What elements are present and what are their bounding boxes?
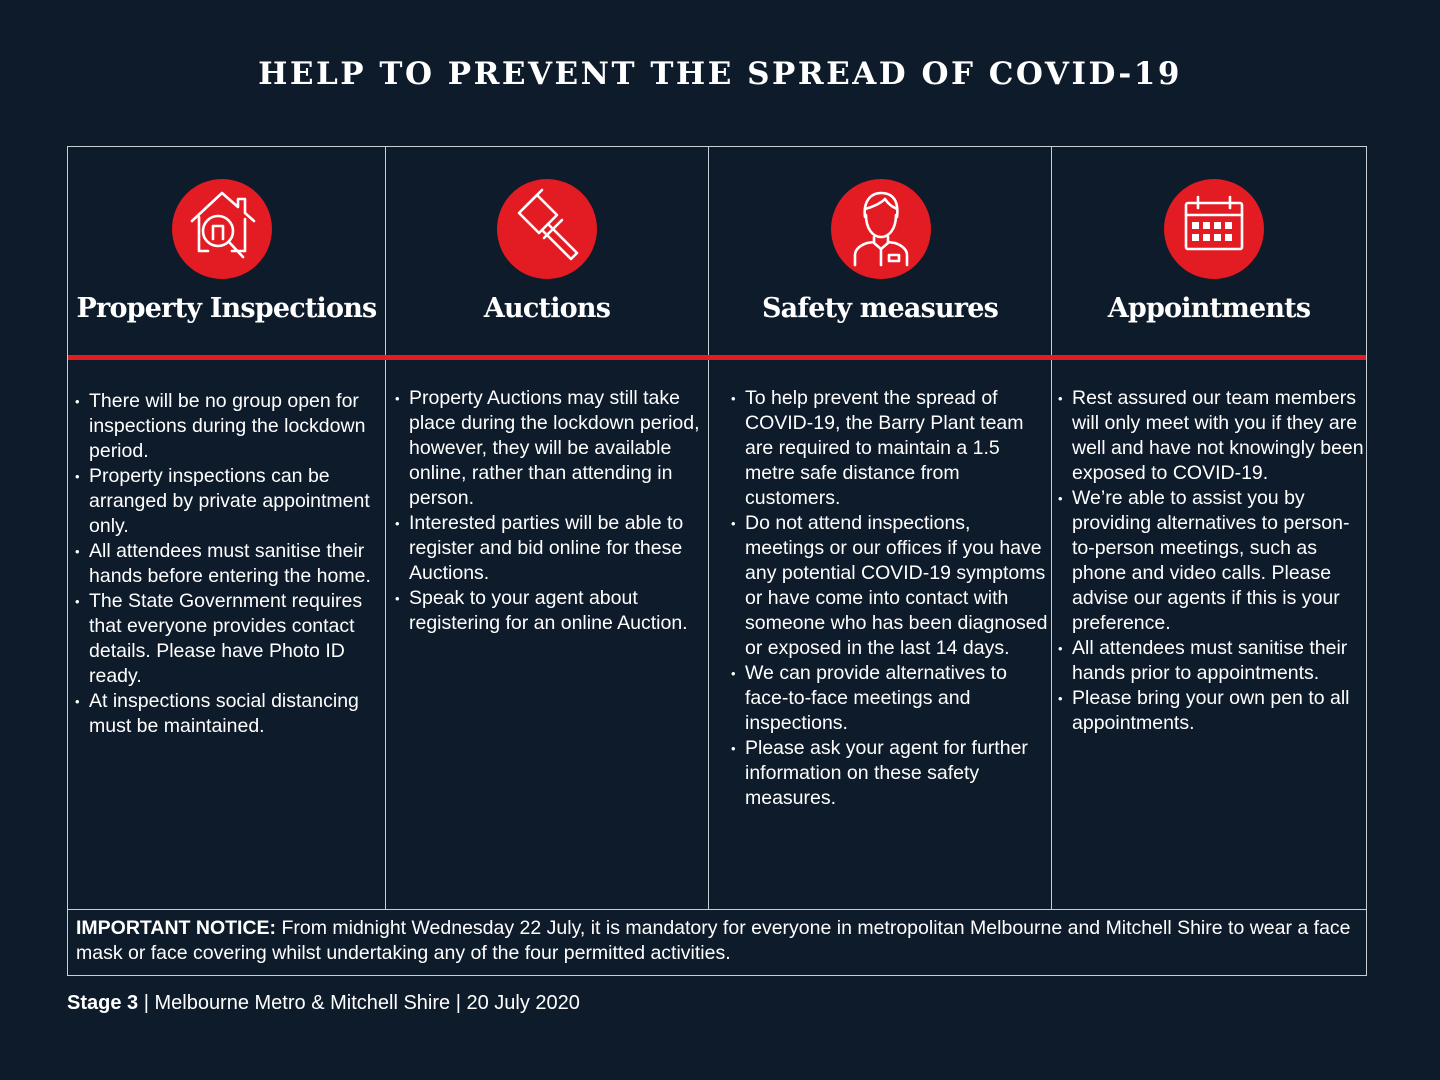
list-item: • The State Government requires that everyone provides contact details. Please have Photo ID ready. (75, 589, 380, 689)
footer-details: | Melbourne Metro & Mitchell Shire | 20 July 2020 (138, 992, 580, 1014)
heading-property-inspections: Property Inspections (76, 293, 377, 324)
notice-label: IMPORTANT NOTICE: (76, 917, 277, 939)
page-title: HELP TO PREVENT THE SPREAD OF COVID-19 (258, 56, 1182, 92)
info-panel (67, 146, 1367, 976)
person-icon (831, 179, 931, 279)
heading-divider-line (68, 355, 1366, 360)
list-item: • We’re able to assist you by providing alternatives to person-to-person meetings, such as phone and video calls. Please advise our agents if this is your preference. (1058, 486, 1364, 636)
column-safety-measures (708, 147, 1051, 909)
footer (67, 992, 580, 1015)
list-item: • There will be no group open for inspections during the lockdown period. (75, 389, 380, 464)
list-item: • Rest assured our team members will only meet with you if they are well and have not knowingly been exposed to COVID-19. (1058, 386, 1364, 486)
notice-text: From midnight Wednesday 22 July, it is mandatory for everyone in metropolitan Melbourne and Mitchell Shire to wear a face mask or face covering whilst undertaking any of the four permitted activities. (76, 917, 1351, 964)
list-item: • Property inspections can be arranged by private appointment only. (75, 464, 380, 539)
column-property-inspections (68, 147, 385, 909)
important-notice (68, 909, 1366, 975)
heading-safety-measures: Safety measures (761, 293, 999, 324)
list-item: • Speak to your agent about registering for an online Auction. (395, 586, 703, 636)
list-item: • At inspections social distancing must be maintained. (75, 689, 380, 739)
list-item: • Property Auctions may still take place during the lockdown period, however, they will be available online, rather than attending in person. (395, 386, 703, 511)
calendar-icon (1164, 179, 1264, 279)
heading-auctions: Auctions (483, 293, 611, 324)
list-item: • We can provide alternatives to face-to-face meetings and inspections. (731, 661, 1049, 736)
house-search-icon (172, 179, 272, 279)
list-item: • Please bring your own pen to all appointments. (1058, 686, 1364, 736)
footer-stage: Stage 3 (67, 992, 139, 1014)
list-item: • Please ask your agent for further information on these safety measures. (731, 736, 1049, 811)
list-item: • All attendees must sanitise their hands prior to appointments. (1058, 636, 1364, 686)
heading-appointments: Appointments (1107, 293, 1311, 324)
gavel-icon (497, 179, 597, 279)
bullet-list-safety-measures (731, 386, 1049, 811)
list-item: • All attendees must sanitise their hands before entering the home. (75, 539, 380, 589)
bullet-list-property-inspections (75, 389, 380, 739)
list-item: • Do not attend inspections, meetings or our offices if you have any potential COVID-19 symptoms or have come into contact with someone who has been diagnosed or exposed in the last 14 days. (731, 511, 1049, 661)
list-item: • To help prevent the spread of COVID-19, the Barry Plant team are required to maintain a 1.5 metre safe distance from customers. (731, 386, 1049, 511)
column-appointments (1051, 147, 1366, 909)
list-item: • Interested parties will be able to register and bid online for these Auctions. (395, 511, 703, 586)
column-auctions (385, 147, 708, 909)
bullet-list-appointments (1058, 386, 1364, 736)
bullet-list-auctions (395, 386, 703, 636)
